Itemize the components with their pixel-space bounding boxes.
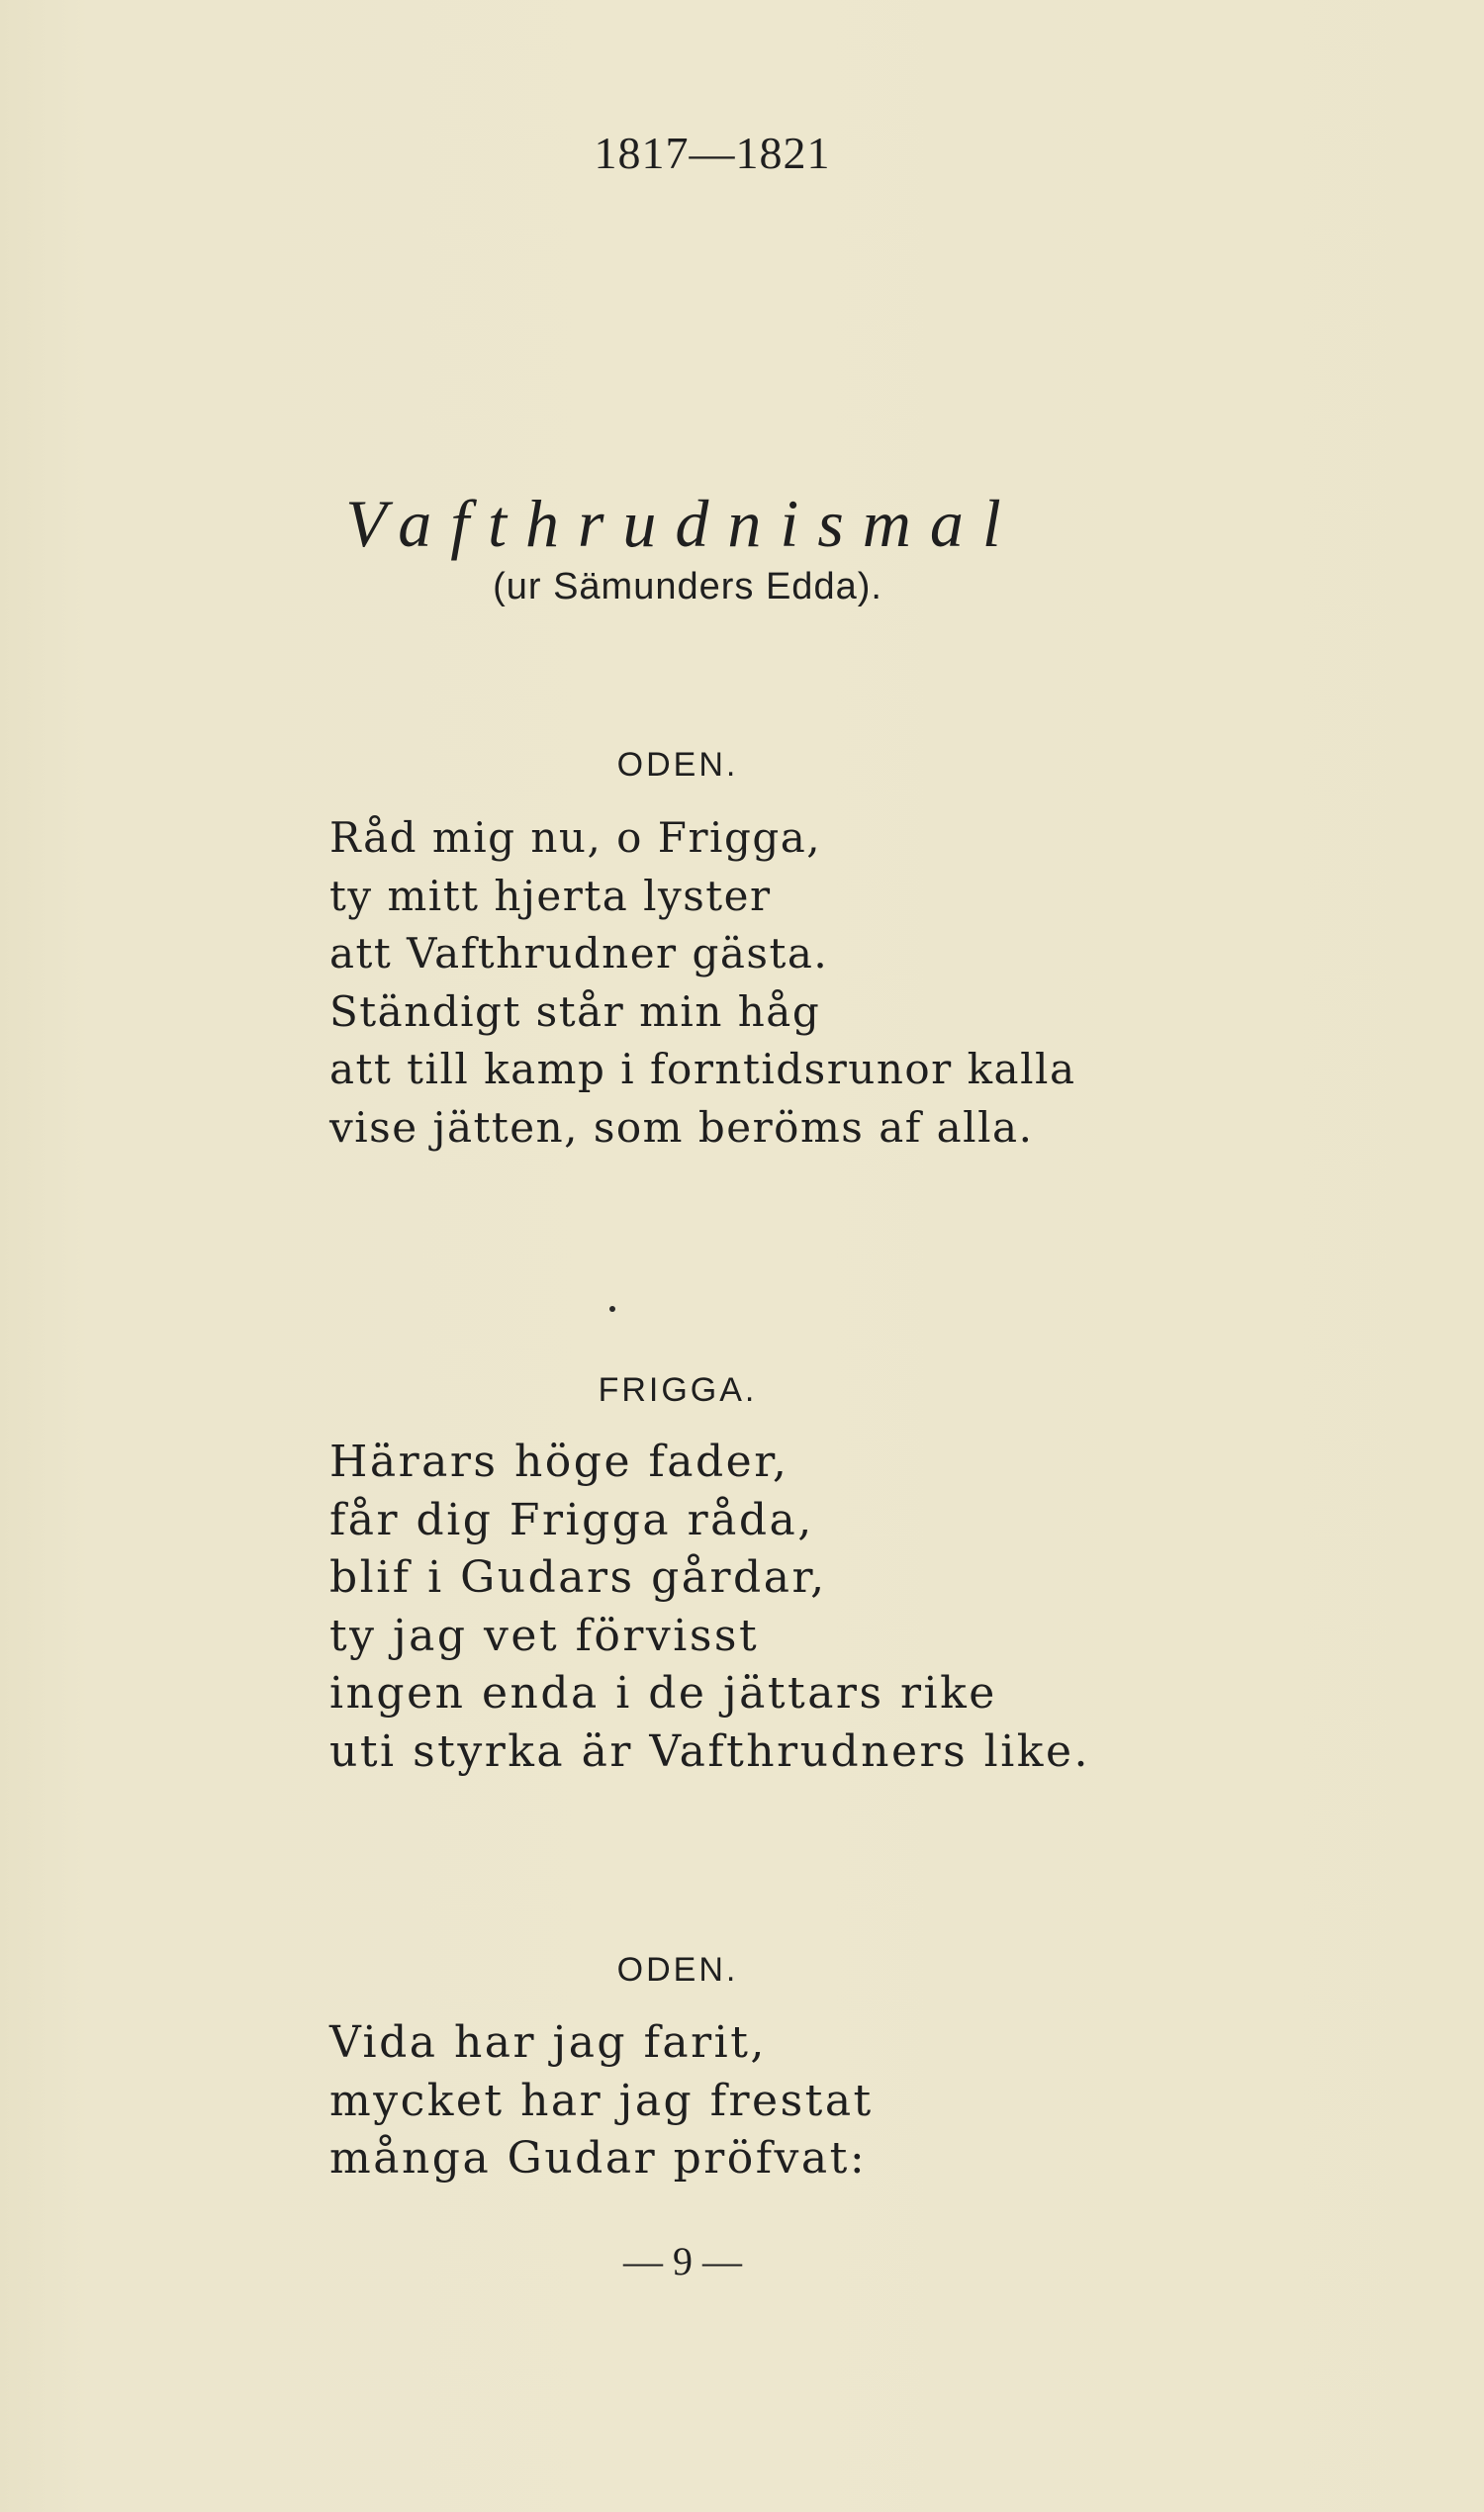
verse-line: ty jag vet förvisst — [329, 1610, 760, 1661]
verse-line: Härars höge fader, — [329, 1437, 789, 1487]
verse-line: många Gudar pröfvat: — [329, 2133, 868, 2184]
poem-title: Vafthrudnismal — [345, 486, 1020, 561]
verse-line: ty mitt hjerta lyster — [329, 871, 772, 920]
verse-line: blif i Gudars gårdar, — [329, 1552, 827, 1603]
verse-line: mycket har jag frestat — [329, 2075, 874, 2126]
verse-line: Vida har jag farit, — [329, 2017, 767, 2068]
verse-line: att till kamp i forntidsrunor kalla — [329, 1045, 1076, 1093]
stray-dot-mark — [609, 1306, 615, 1312]
stanza-2 — [329, 1434, 1090, 1781]
speaker-frigga: FRIGGA. — [598, 1371, 758, 1409]
verse-line: vise jätten, som beröms af alla. — [329, 1102, 1034, 1152]
verse-line: Ständigt står min håg — [329, 986, 821, 1036]
speaker-oden-1: ODEN. — [616, 746, 739, 784]
verse-line: får dig Frigga råda, — [329, 1494, 814, 1545]
stanza-1 — [329, 809, 1076, 1157]
poem-subtitle: (ur Sämunders Edda). — [493, 566, 882, 607]
verse-line: Råd mig nu, o Frigga, — [329, 813, 822, 862]
stanza-3 — [329, 2014, 874, 2188]
page-number: — 9 — — [623, 2239, 742, 2283]
verse-line: uti styrka är Vafthrudners like. — [329, 1725, 1090, 1777]
verse-line: ingen enda i de jättars rike — [329, 1668, 997, 1719]
running-head: 1817—1821 — [594, 128, 831, 178]
verse-line: att Vafthrudner gästa. — [329, 929, 829, 977]
speaker-oden-2: ODEN. — [616, 1951, 739, 1989]
